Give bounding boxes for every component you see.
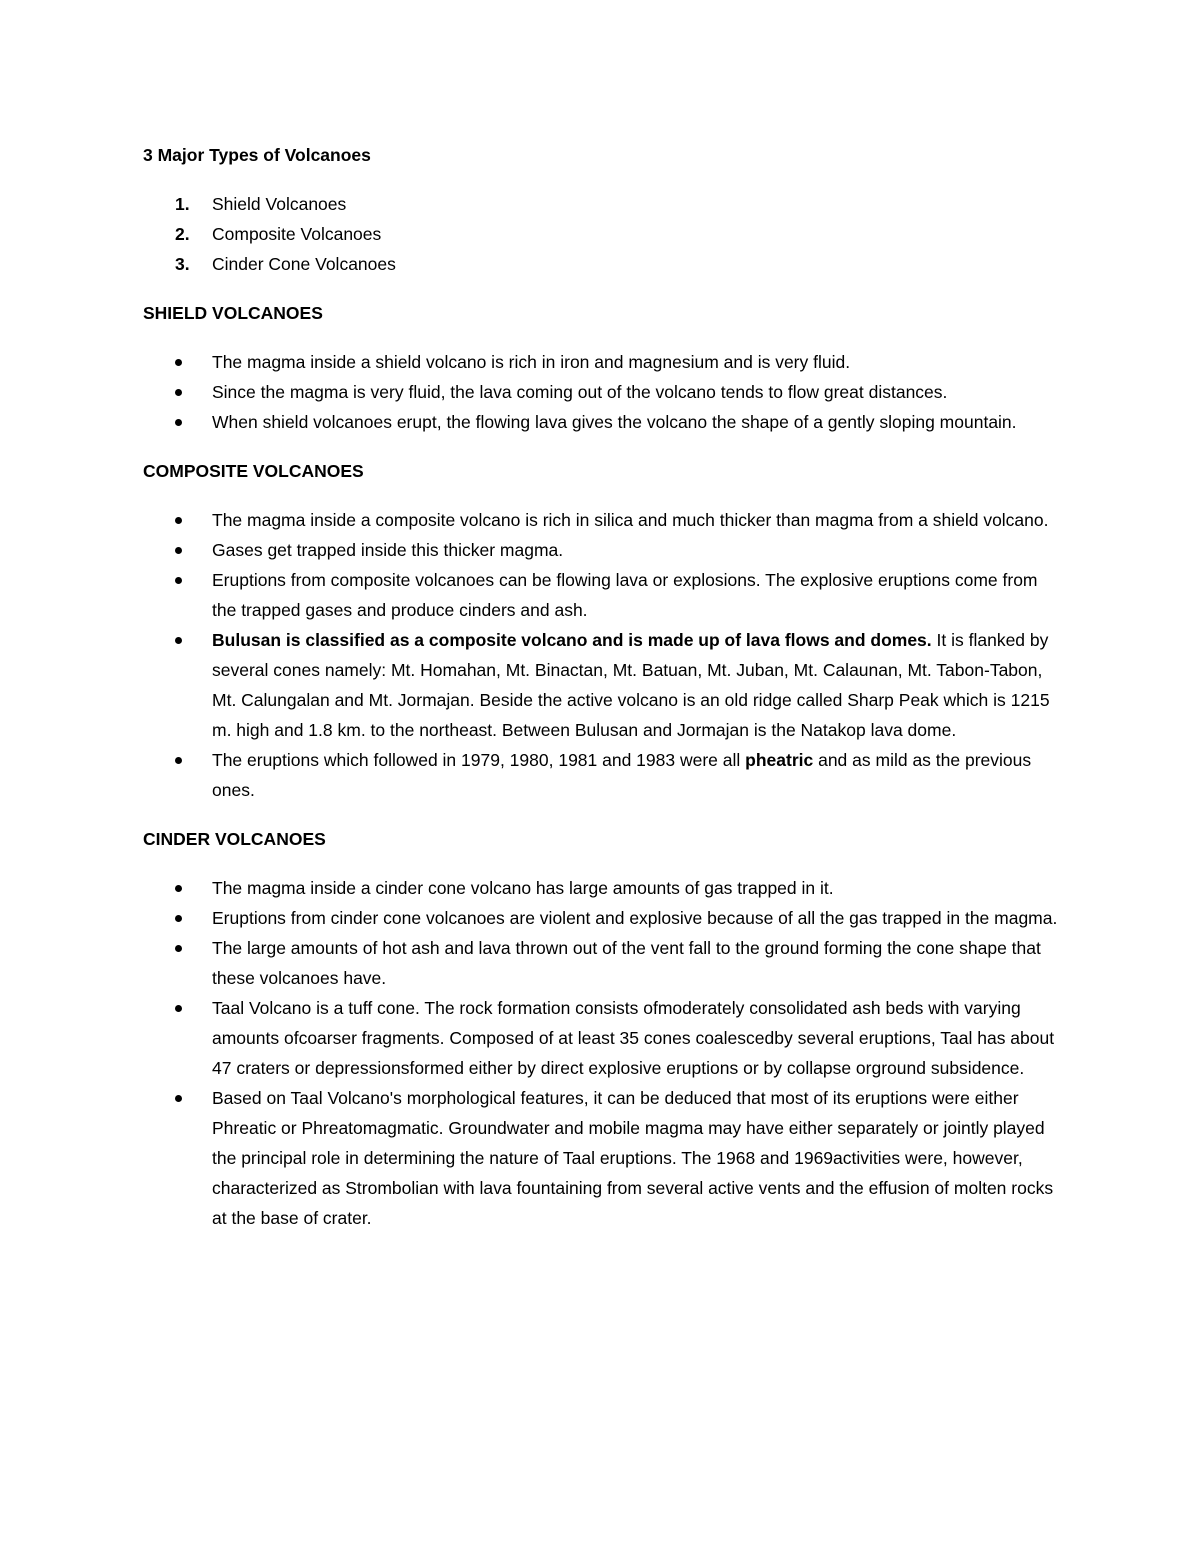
list-item bbox=[143, 993, 1063, 1083]
list-number: 1. bbox=[175, 194, 190, 214]
bullet-icon bbox=[175, 1005, 182, 1012]
list-item bbox=[143, 873, 1063, 903]
list-item-text: Based on Taal Volcano's morphological features, it can be deduced that most of its eruptions were either Phreatic or Phreatomagmatic. Groundwater and mobile magma may have either separately or jointly played the principal role in determining the nature of Taal eruptions. The 1968 and 1969activities were, however, characterized as Strombolian with lava fountaining from several active vents and the effusion of molten rocks at the base of crater. bbox=[212, 1088, 1054, 1228]
section-heading-shield: SHIELD VOLCANOES bbox=[143, 303, 323, 323]
bullet-icon bbox=[175, 757, 182, 764]
bullet-icon bbox=[175, 517, 182, 524]
list-item-text: When shield volcanoes erupt, the flowing lava gives the volcano the shape of a gently sloping mountain. bbox=[212, 412, 1017, 432]
list-item-text: The magma inside a composite volcano is rich in silica and much thicker than magma from a shield volcano. bbox=[212, 510, 1049, 530]
bullet-icon bbox=[175, 547, 182, 554]
list-item-text: Eruptions from composite volcanoes can be flowing lava or explosions. The explosive eruptions come from the trapped gases and produce cinders and ash. bbox=[212, 570, 1038, 620]
bullet-icon bbox=[175, 885, 182, 892]
list-item bbox=[143, 745, 1063, 805]
bulusan-text: It is flanked by several cones namely: Mt. Homahan, Mt. Binactan, Mt. Batuan, Mt. Juban, Mt. Calaunan, Mt. Tabon-Tabon, Mt. Calungalan and Mt. Jormajan. Beside the active volcano is an old ridge called Sharp Peak which is 1215 m. high and 1.8 km. to the northeast. Between Bulusan and Jormajan is the Natakop lava dome. bbox=[212, 630, 1050, 740]
list-item-text: Since the magma is very fluid, the lava coming out of the volcano tends to flow great distances. bbox=[212, 382, 948, 402]
eruptions-text-start: The eruptions which followed in 1979, 1980, 1981 and 1983 were all bbox=[212, 750, 746, 770]
list-item bbox=[143, 189, 1063, 219]
bullet-icon bbox=[175, 577, 182, 584]
list-number: 3. bbox=[175, 254, 190, 274]
list-item bbox=[143, 249, 1063, 279]
volcano-types-list bbox=[143, 189, 1063, 279]
bullet-icon bbox=[175, 389, 182, 396]
list-item-text: Eruptions from cinder cone volcanoes are violent and explosive because of all the gas trapped in the magma. bbox=[212, 908, 1058, 928]
list-item bbox=[143, 903, 1063, 933]
list-item-text: Cinder Cone Volcanoes bbox=[212, 254, 396, 274]
cinder-bullet-list bbox=[143, 873, 1063, 1233]
bullet-icon bbox=[175, 1095, 182, 1102]
list-item-text: Taal Volcano is a tuff cone. The rock formation consists ofmoderately consolidated ash beds with varying amounts ofcoarser fragments. Composed of at least 35 cones coalescedby several eruptions, Taal has about 47 craters or depressionsformed either by direct explosive eruptions or by collapse orground subsidence. bbox=[212, 998, 1055, 1078]
document-page bbox=[143, 140, 1063, 1233]
list-item bbox=[143, 377, 1063, 407]
list-item bbox=[143, 1083, 1063, 1233]
list-item bbox=[143, 407, 1063, 437]
list-number: 2. bbox=[175, 224, 190, 244]
list-item bbox=[143, 347, 1063, 377]
list-item bbox=[143, 505, 1063, 535]
bullet-icon bbox=[175, 915, 182, 922]
list-item bbox=[143, 535, 1063, 565]
list-item-text: Composite Volcanoes bbox=[212, 224, 382, 244]
list-item-text: Gases get trapped inside this thicker magma. bbox=[212, 540, 564, 560]
document-title: 3 Major Types of Volcanoes bbox=[143, 145, 371, 165]
section-heading-composite: COMPOSITE VOLCANOES bbox=[143, 461, 364, 481]
bullet-icon bbox=[175, 945, 182, 952]
list-item bbox=[143, 565, 1063, 625]
bullet-icon bbox=[175, 637, 182, 644]
list-item bbox=[143, 625, 1063, 745]
shield-bullet-list bbox=[143, 347, 1063, 437]
bullet-icon bbox=[175, 419, 182, 426]
bulusan-bold-text: Bulusan is classified as a composite volcano and is made up of lava flows and domes. bbox=[212, 630, 932, 650]
eruptions-text-end: and as mild as the previous ones. bbox=[212, 750, 1032, 800]
list-item bbox=[143, 219, 1063, 249]
list-item-text: The magma inside a cinder cone volcano has large amounts of gas trapped in it. bbox=[212, 878, 834, 898]
list-item-text: The large amounts of hot ash and lava thrown out of the vent fall to the ground forming the cone shape that these volcanoes have. bbox=[212, 938, 1041, 988]
list-item-text: The magma inside a shield volcano is rich in iron and magnesium and is very fluid. bbox=[212, 352, 851, 372]
eruptions-bold-word: pheatric bbox=[745, 750, 814, 770]
composite-bullet-list bbox=[143, 505, 1063, 805]
bullet-icon bbox=[175, 359, 182, 366]
section-heading-cinder: CINDER VOLCANOES bbox=[143, 829, 326, 849]
list-item bbox=[143, 933, 1063, 993]
list-item-text: Shield Volcanoes bbox=[212, 194, 347, 214]
